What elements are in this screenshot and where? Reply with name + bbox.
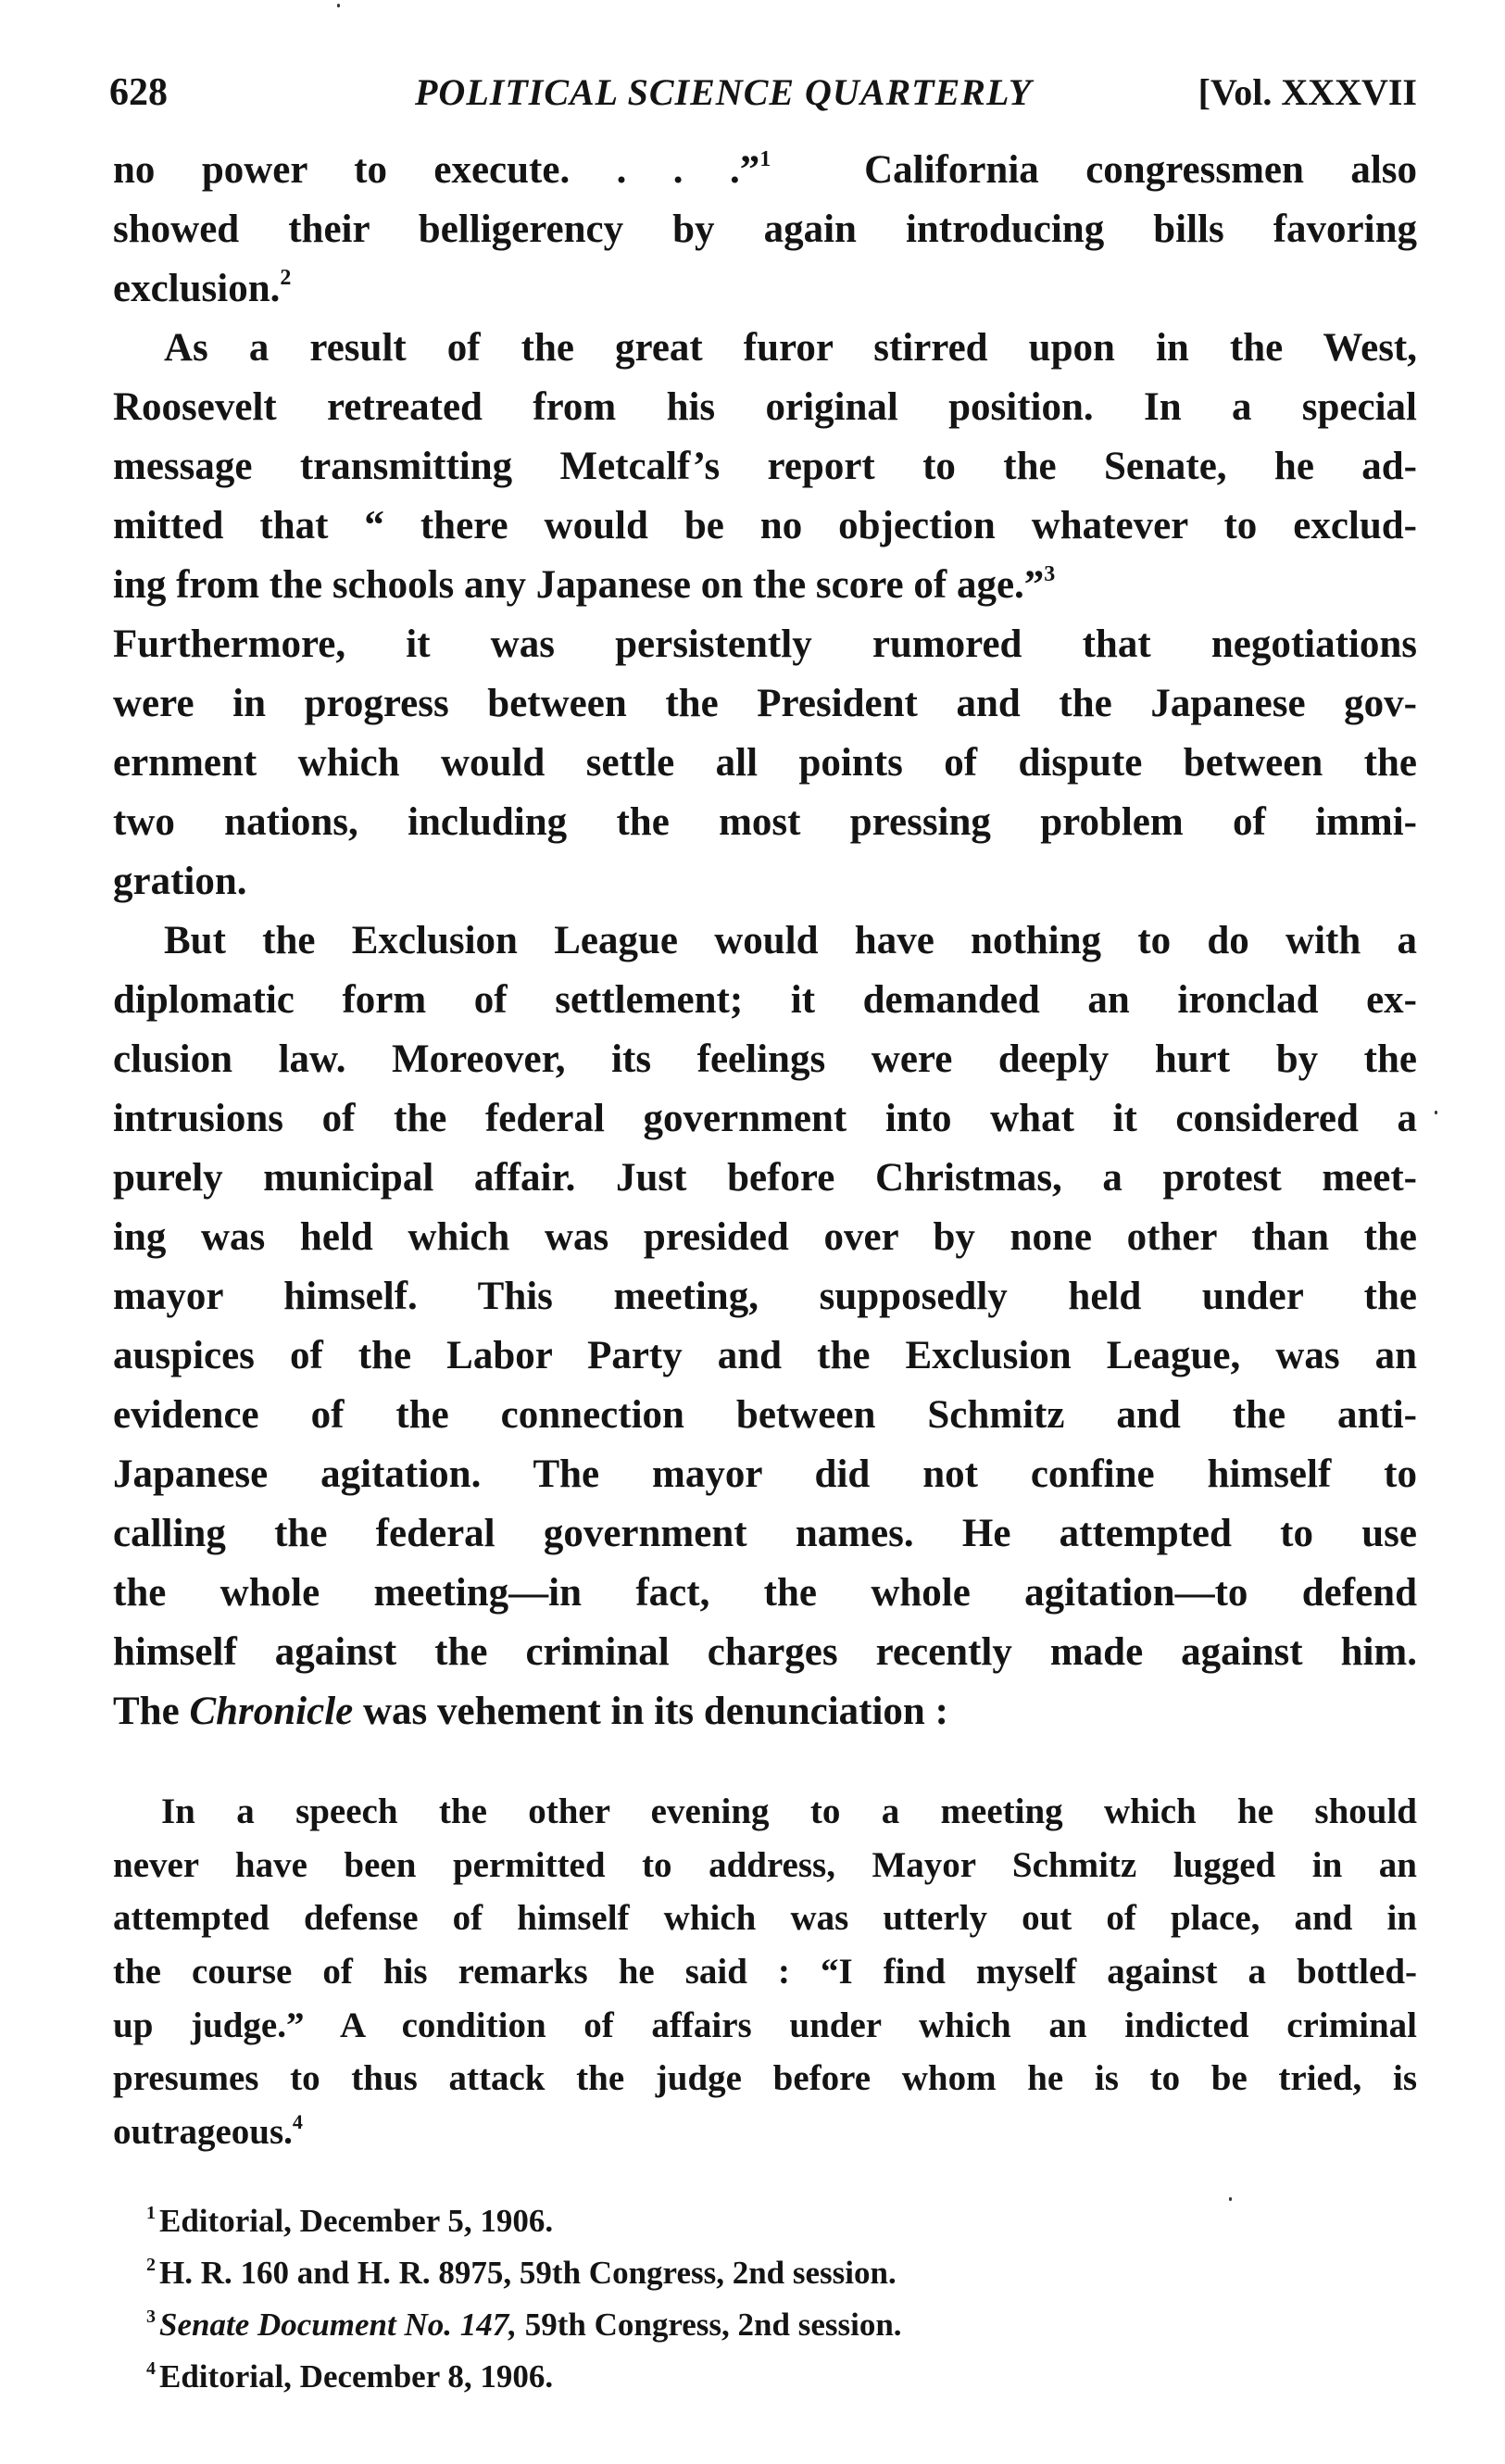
line-text: The bbox=[113, 1690, 190, 1733]
footnote-number: 3 bbox=[146, 2307, 156, 2327]
line-text: message transmitting Metcalf’s report to the Senate, he ad- bbox=[113, 445, 1417, 488]
italic-title: Chronicle bbox=[189, 1690, 354, 1733]
text-line bbox=[113, 497, 1417, 556]
text-line bbox=[113, 1564, 1417, 1623]
text-line bbox=[113, 1839, 1417, 1892]
text-line bbox=[113, 259, 1417, 319]
line-text: As a result of the great furor stirred upon in the West, bbox=[164, 326, 1417, 370]
footnote-italic: Senate Document No. 147, bbox=[159, 2307, 517, 2343]
page-number: 628 bbox=[109, 71, 168, 114]
line-text: In a speech the other evening to a meeting which he should bbox=[161, 1791, 1417, 1831]
text-line bbox=[113, 1999, 1417, 2053]
line-text: was vehement in its denunciation : bbox=[353, 1690, 948, 1733]
line-text: clusion law. Moreover, its feelings were deeply hurt by the bbox=[113, 1037, 1417, 1081]
scan-speck bbox=[1229, 2197, 1232, 2201]
line-text: the whole meeting—in fact, the whole agitation—to defend bbox=[113, 1571, 1417, 1615]
footnote-marker[interactable]: 2 bbox=[280, 266, 292, 290]
footnote-number: 2 bbox=[146, 2255, 156, 2275]
text-line bbox=[113, 1623, 1417, 1682]
text-line bbox=[113, 1386, 1417, 1445]
text-line bbox=[113, 1445, 1417, 1504]
line-text: California congressmen also bbox=[771, 148, 1417, 192]
text-line bbox=[113, 615, 1417, 674]
text-line bbox=[113, 200, 1417, 259]
line-text: calling the federal government names. He attempted to use bbox=[113, 1512, 1417, 1555]
line-text: the course of his remarks he said : “I find myself against a bottled- bbox=[113, 1952, 1417, 1993]
line-text: ing was held which was presided over by none other than the bbox=[113, 1215, 1417, 1259]
line-text: Furthermore, it was persistently rumored that negotiations bbox=[113, 622, 1417, 666]
footnote-text: H. R. 160 and H. R. 8975, 59th Congress, 2nd session. bbox=[159, 2255, 897, 2291]
text-line bbox=[113, 1785, 1417, 1839]
line-text: diplomatic form of settlement; it demanded an ironclad ex- bbox=[113, 978, 1417, 1022]
text-line bbox=[113, 2106, 1417, 2159]
line-text: purely municipal affair. Just before Christmas, a protest meet- bbox=[113, 1156, 1417, 1200]
text-line bbox=[113, 2052, 1417, 2106]
line-text: mayor himself. This meeting, supposedly held under the bbox=[113, 1275, 1417, 1318]
text-line bbox=[113, 971, 1417, 1030]
line-text: But the Exclusion League would have nothing to do with a bbox=[164, 919, 1417, 962]
line-text: two nations, including the most pressing problem of immi- bbox=[113, 800, 1417, 844]
line-text: Roosevelt retreated from his original position. In a special bbox=[113, 385, 1417, 429]
text-line bbox=[113, 734, 1417, 793]
line-text: exclusion. bbox=[113, 267, 281, 310]
text-line bbox=[113, 852, 1417, 911]
line-text: Japanese agitation. The mayor did not confine himself to bbox=[113, 1452, 1417, 1496]
journal-title: POLITICAL SCIENCE QUARTERLY bbox=[415, 71, 1033, 113]
text-line bbox=[113, 1030, 1417, 1089]
line-text: showed their belligerency by again introducing bills favoring bbox=[113, 207, 1417, 251]
line-text: ernment which would settle all points of dispute between the bbox=[113, 741, 1417, 785]
text-line bbox=[113, 1208, 1417, 1267]
text-line bbox=[113, 378, 1417, 437]
text-line bbox=[113, 911, 1417, 971]
running-header bbox=[109, 70, 1417, 122]
footnote bbox=[146, 2299, 1165, 2351]
footnote bbox=[146, 2351, 1165, 2403]
footnote-number: 4 bbox=[146, 2358, 156, 2379]
footnote bbox=[146, 2195, 1165, 2247]
text-line bbox=[113, 1326, 1417, 1386]
text-line bbox=[113, 1267, 1417, 1326]
line-text: outrageous. bbox=[113, 2112, 293, 2153]
footnote bbox=[146, 2247, 1165, 2299]
text-line bbox=[113, 556, 1417, 615]
text-line bbox=[113, 141, 1417, 200]
line-text: no power to execute. . . .” bbox=[113, 148, 760, 192]
text-line bbox=[113, 1682, 1417, 1741]
line-text: himself against the criminal charges recently made against him. bbox=[113, 1630, 1417, 1674]
line-text: intrusions of the federal government into what it considered a bbox=[113, 1097, 1417, 1140]
footnotes bbox=[146, 2195, 1165, 2403]
text-line bbox=[113, 1149, 1417, 1208]
text-line bbox=[113, 1945, 1417, 1999]
text-line bbox=[113, 1504, 1417, 1564]
text-line bbox=[113, 793, 1417, 852]
footnote-text: Editorial, December 5, 1906. bbox=[159, 2203, 554, 2239]
text-line bbox=[113, 437, 1417, 497]
line-text: up judge.” A condition of affairs under which an indicted criminal bbox=[113, 2005, 1417, 2045]
line-text: attempted defense of himself which was utterly out of place, and in bbox=[113, 1898, 1417, 1939]
scan-speck bbox=[337, 4, 340, 7]
line-text: auspices of the Labor Party and the Exclusion League, was an bbox=[113, 1334, 1417, 1377]
footnote-marker[interactable]: 3 bbox=[1044, 562, 1056, 586]
footnote-text: Editorial, December 8, 1906. bbox=[159, 2358, 554, 2395]
line-text: presumes to thus attack the judge before whom he is to be tried, is bbox=[113, 2058, 1417, 2099]
footnote-text: 59th Congress, 2nd session. bbox=[516, 2307, 902, 2343]
line-text: ing from the schools any Japanese on the score of age.” bbox=[113, 563, 1045, 607]
footnote-marker[interactable]: 4 bbox=[292, 2110, 303, 2134]
text-line bbox=[113, 1089, 1417, 1149]
line-text: gration. bbox=[113, 860, 247, 903]
scan-speck bbox=[1435, 1111, 1437, 1114]
text-line bbox=[113, 319, 1417, 378]
footnote-marker[interactable]: 1 bbox=[759, 147, 771, 171]
body-text bbox=[113, 141, 1417, 1741]
text-line bbox=[113, 674, 1417, 734]
volume-label: [Vol. XXXVII bbox=[1198, 71, 1417, 113]
line-text: were in progress between the President and the Japanese gov- bbox=[113, 682, 1417, 725]
text-line bbox=[113, 1892, 1417, 1945]
footnote-number: 1 bbox=[146, 2203, 156, 2223]
line-text: never have been permitted to address, Mayor Schmitz lugged in an bbox=[113, 1844, 1417, 1885]
block-quote bbox=[113, 1785, 1417, 2159]
line-text: mitted that “ there would be no objection whatever to exclud- bbox=[113, 504, 1417, 547]
line-text: evidence of the connection between Schmitz and the anti- bbox=[113, 1393, 1417, 1437]
